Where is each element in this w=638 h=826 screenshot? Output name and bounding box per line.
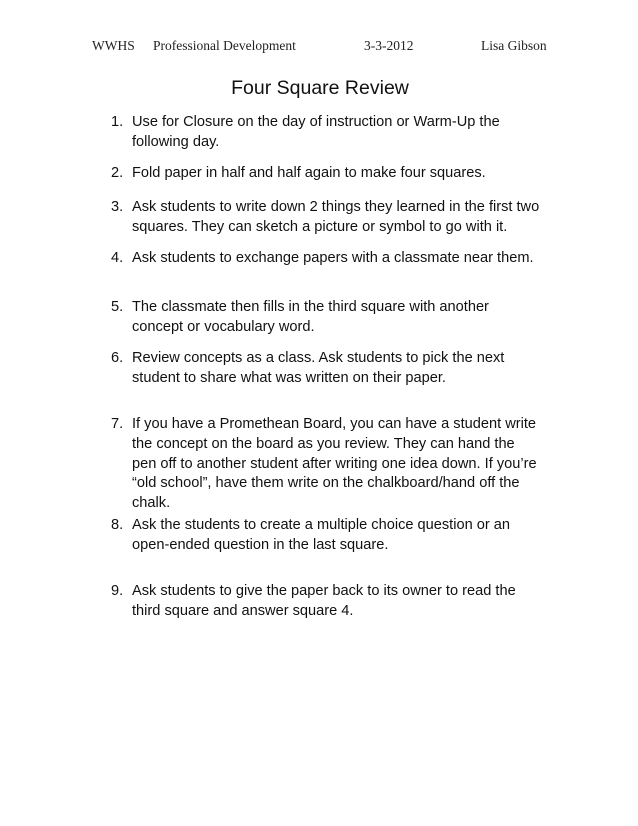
item-text: Ask students to give the paper back to its owner to read the third square and answer square 4. — [132, 583, 516, 619]
item-number: 9. — [111, 583, 124, 599]
item-text: Use for Closure on the day of instruction or Warm-Up the following day. — [132, 114, 500, 150]
item-number: 7. — [111, 416, 124, 432]
item-text: Ask students to exchange papers with a classmate near them. — [132, 250, 534, 266]
document-title: Four Square Review — [231, 77, 409, 99]
item-text: Review concepts as a class. Ask students to pick the next student to share what was written on their paper. — [132, 350, 505, 386]
item-text: The classmate then fills in the third square with another concept or vocabulary word. — [132, 299, 489, 335]
header-author: Lisa Gibson — [481, 38, 547, 53]
item-text: If you have a Promethean Board, you can have a student write the concept on the board as you review. They can hand the pen off to another student after writing one idea down. If you’re “old school”, have them write on the chalkboard/hand off the chalk. — [132, 416, 537, 512]
item-number: 6. — [111, 350, 124, 366]
item-text: Fold paper in half and half again to make four squares. — [132, 165, 486, 181]
header-date: 3-3-2012 — [364, 38, 414, 53]
item-number: 5. — [111, 299, 124, 315]
item-text: Ask students to write down 2 things they learned in the first two squares. They can sketch a picture or symbol to go with it. — [132, 199, 540, 235]
header-school: WWHS — [92, 38, 135, 53]
item-number: 3. — [111, 199, 124, 215]
item-text: Ask the students to create a multiple choice question or an open-ended question in the last square. — [132, 517, 511, 553]
header-department: Professional Development — [153, 38, 296, 53]
page-header — [0, 38, 638, 56]
item-number: 8. — [111, 517, 124, 533]
item-number: 4. — [111, 250, 124, 266]
item-number: 2. — [111, 165, 124, 181]
item-number: 1. — [111, 114, 124, 130]
